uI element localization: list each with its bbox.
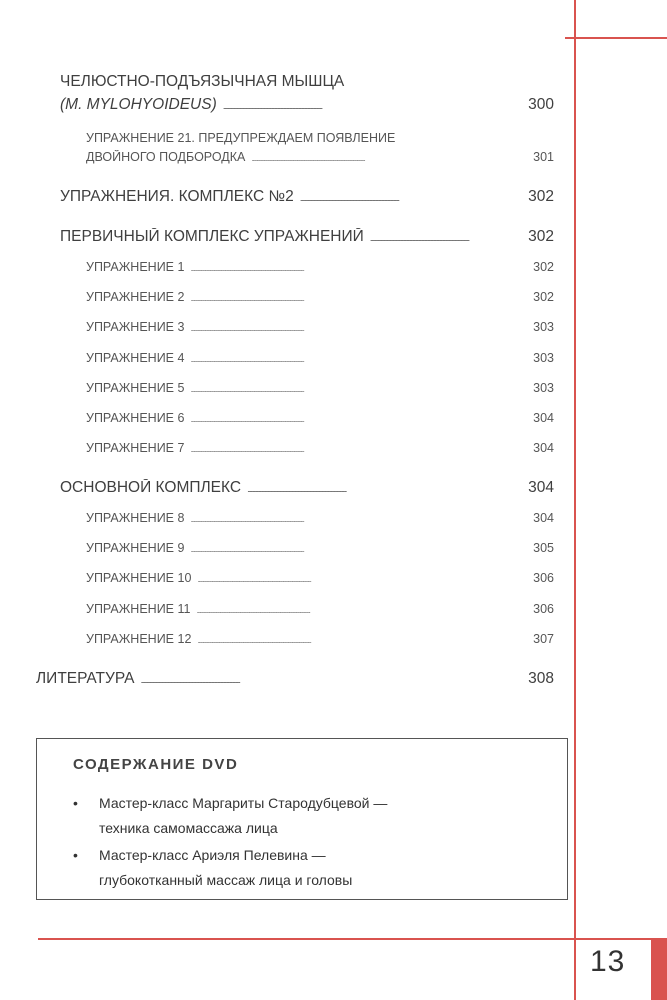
toc-leader-dots [190, 387, 529, 394]
toc-subentry-page: 304 [533, 511, 554, 525]
toc-subentry-page: 306 [533, 602, 554, 616]
toc-leader-dots [197, 638, 529, 645]
toc-leader-dots [190, 357, 529, 364]
toc-subentry-page: 307 [533, 632, 554, 646]
toc-subentry-label: УПРАЖНЕНИЕ 2 [86, 290, 185, 304]
margin-vertical-line [574, 0, 576, 1000]
toc-leader-dots [190, 266, 529, 273]
toc-entry[interactable] [60, 228, 554, 250]
toc-entry[interactable] [36, 670, 554, 692]
dvd-item-line: Мастер-класс Маргариты Стародубцевой — [99, 795, 388, 811]
toc-subentry-page: 302 [533, 260, 554, 274]
toc-entry-page: 308 [528, 670, 554, 687]
toc-leader-dots [251, 156, 529, 163]
toc-subentry[interactable] [86, 541, 554, 559]
dvd-item-line: Мастер-класс Ариэля Пелевина — [99, 847, 326, 863]
toc-subentry[interactable] [86, 290, 554, 308]
toc-leader-dots [370, 233, 524, 243]
toc-entry-page: 300 [528, 96, 554, 113]
toc-subentry-label: УПРАЖНЕНИЕ 10 [86, 571, 192, 585]
toc-entry[interactable] [60, 96, 554, 118]
toc-leader-dots [300, 193, 524, 203]
toc-subentry-page: 303 [533, 320, 554, 334]
dvd-contents-box [36, 738, 568, 900]
footer-rule [38, 938, 667, 940]
toc-leader-dots [247, 484, 524, 494]
toc-subentry-label: УПРАЖНЕНИЕ 8 [86, 511, 185, 525]
dvd-contents-title: СОДЕРЖАНИЕ DVD [73, 756, 239, 773]
toc-leader-dots [190, 417, 529, 424]
toc-leader-dots [190, 447, 529, 454]
toc-subentry-label: УПРАЖНЕНИЕ 11 [86, 602, 191, 616]
toc-entry-label: ЛИТЕРАТУРА [36, 670, 135, 687]
dvd-item-line: глубокотканный массаж лица и головы [99, 872, 353, 888]
toc-subentry[interactable] [86, 511, 554, 529]
toc-entry-page: 302 [528, 188, 554, 205]
toc-subentry-page: 305 [533, 541, 554, 555]
toc-leader-dots [196, 608, 529, 615]
toc-subentry-label: УПРАЖНЕНИЕ 5 [86, 381, 185, 395]
toc-subentry[interactable] [86, 260, 554, 278]
toc-entry-label: УПРАЖНЕНИЯ. КОМПЛЕКС №2 [60, 188, 294, 205]
toc-subentry[interactable] [86, 602, 554, 620]
toc-subentry[interactable] [86, 441, 554, 459]
toc-leader-dots [190, 517, 529, 524]
toc-leader-dots [223, 101, 524, 111]
toc-entry-page: 304 [528, 479, 554, 496]
toc-subentry-label: УПРАЖНЕНИЕ 7 [86, 441, 185, 455]
toc-subentry[interactable] [86, 320, 554, 338]
toc-leader-dots [141, 675, 525, 685]
toc-subentry-label: УПРАЖНЕНИЕ 9 [86, 541, 185, 555]
toc-subentry-label: УПРАЖНЕНИЕ 12 [86, 632, 192, 646]
toc-subentry[interactable] [86, 632, 554, 650]
toc-subentry[interactable] [86, 411, 554, 429]
toc-subentry-page: 304 [533, 411, 554, 425]
toc-subentry-page: 306 [533, 571, 554, 585]
toc-leader-dots [190, 296, 529, 303]
page-number: 13 [590, 945, 626, 978]
toc-entry[interactable] [60, 479, 554, 501]
bullet-icon: • [73, 847, 78, 863]
toc-subentry-label: ДВОЙНОГО ПОДБОРОДКА [86, 150, 246, 164]
toc-subentry-page: 304 [533, 441, 554, 455]
toc-entry-page: 302 [528, 228, 554, 245]
toc-section-title: ЧЕЛЮСТНО-ПОДЪЯЗЫЧНАЯ МЫШЦА [60, 73, 345, 90]
toc-subentry-label: УПРАЖНЕНИЕ 21. ПРЕДУПРЕЖДАЕМ ПОЯВЛЕНИЕ [86, 131, 396, 145]
toc-entry-label: ПЕРВИЧНЫЙ КОМПЛЕКС УПРАЖНЕНИЙ [60, 228, 364, 245]
toc-subentry-page: 303 [533, 351, 554, 365]
toc-subentry-label: УПРАЖНЕНИЕ 6 [86, 411, 185, 425]
toc-subentry[interactable] [86, 381, 554, 399]
toc-subentry-page: 302 [533, 290, 554, 304]
toc-subentry[interactable] [86, 571, 554, 589]
toc-subentry[interactable] [86, 150, 554, 168]
toc-subentry-label: УПРАЖНЕНИЕ 4 [86, 351, 185, 365]
toc-leader-dots [190, 326, 529, 333]
top-accent-line [565, 37, 667, 39]
toc-leader-dots [197, 577, 529, 584]
footer-red-tab [651, 938, 667, 1000]
bullet-icon: • [73, 795, 78, 811]
toc-subentry-page: 303 [533, 381, 554, 395]
toc-entry-label: (M. MYLOHYOIDEUS) [60, 96, 217, 113]
toc-subentry[interactable] [86, 351, 554, 369]
toc-subentry-page: 301 [533, 150, 554, 164]
toc-subentry-label: УПРАЖНЕНИЕ 3 [86, 320, 185, 334]
toc-leader-dots [190, 547, 529, 554]
toc-entry-label: ОСНОВНОЙ КОМПЛЕКС [60, 479, 242, 496]
dvd-item-line: техника самомассажа лица [99, 820, 278, 836]
toc-subentry-label: УПРАЖНЕНИЕ 1 [86, 260, 185, 274]
toc-entry[interactable] [60, 188, 554, 210]
